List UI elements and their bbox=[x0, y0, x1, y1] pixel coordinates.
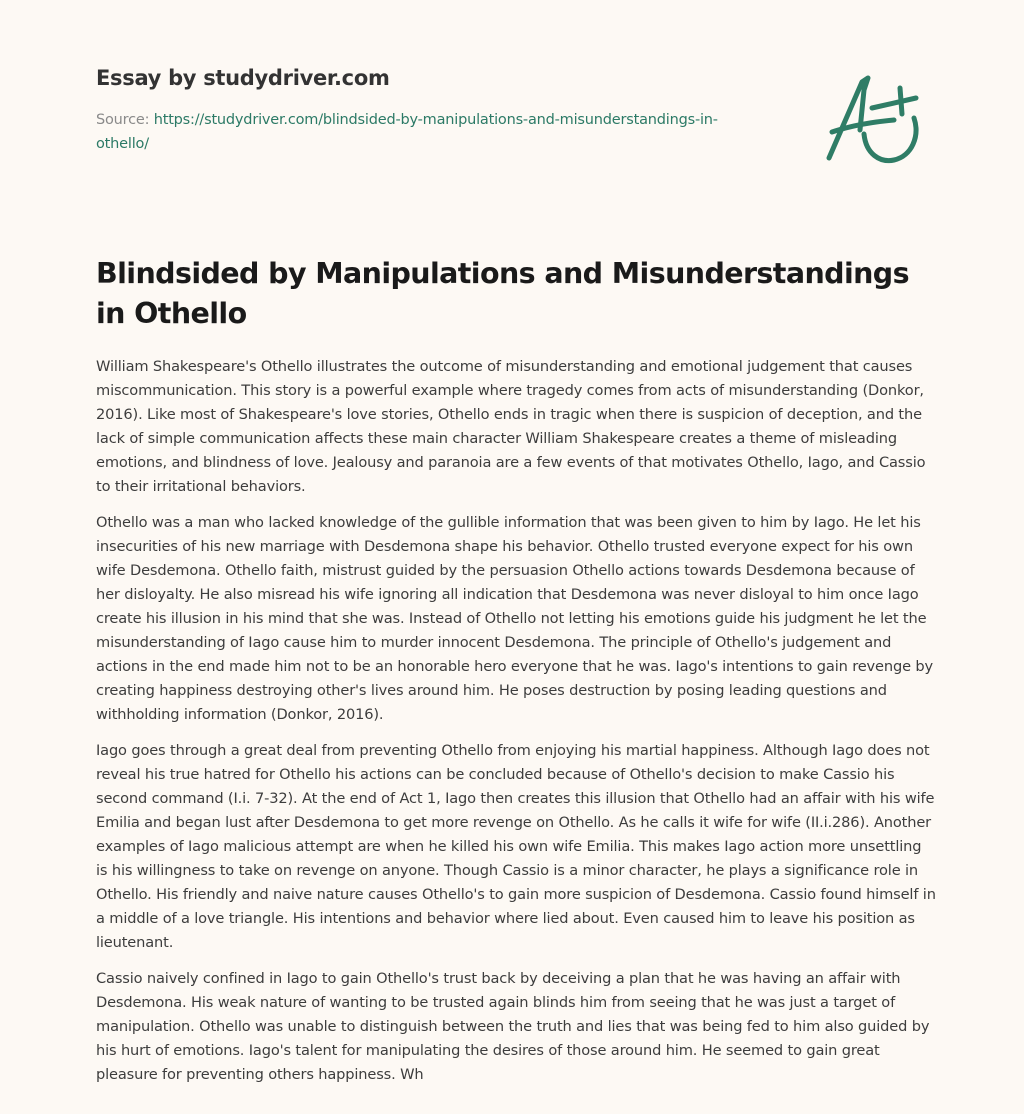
source-url-line1: https://studydriver.com/blindsided-by-manipulations-and-misunderstandings-in- bbox=[153, 112, 718, 128]
paragraph-2: Othello was a man who lacked knowledge of the gullible information that was been given to him by Iago. He let his insecurities of his new marriage with Desdemona shape his behavior. Othello trusted everyone expect for his own wife Desdemona. Othello faith, mistrust guided by the persuasion Othello actions towards Desdemona because of her disloyalty. He also misread his wife ignoring all indication that Desdemona was never disloyal to him once Iago create his illusion in his mind that she was. Instead of Othello not letting his emotions guide his judgment he let the misunderstanding of Iago cause him to murder innocent Desdemona. The principle of Othello's judgement and actions in the end made him not to be an honorable hero everyone that he was. Iago's intentions to gain revenge by creating happiness destroying other's lives around him. He poses destruction by posing leading questions and withholding information (Donkor, 2016). bbox=[96, 514, 933, 723]
site-title: Essay by studydriver.com bbox=[96, 66, 390, 90]
source-link[interactable] bbox=[96, 112, 718, 152]
source-url-line2: othello/ bbox=[96, 136, 149, 152]
a-plus-grade-icon bbox=[820, 68, 928, 164]
source-line bbox=[96, 108, 776, 156]
source-label: Source: bbox=[96, 112, 150, 128]
paragraph-3: Iago goes through a great deal from preventing Othello from enjoying his martial happiness. Although Iago does not reveal his true hatred for Othello his actions can be concluded because of Othello's decision to make Cassio his second command (I.i. 7-32). At the end of Act 1, Iago then creates this illusion that Othello had an affair with his wife Emilia and began lust after Desdemona to get more revenge on Othello. As he calls it wife for wife (II.i.286). Another examples of Iago malicious attempt are when he killed his own wife Emilia. This makes Iago action more unsettling is his willingness to take on revenge on anyone. Though Cassio is a minor character, he plays a significance role in Othello. His friendly and naive nature causes Othello's to gain more suspicion of Desdemona. Cassio found himself in a middle of a love triangle. His intentions and behavior where lied about. Even caused him to leave his position as lieutenant. bbox=[96, 742, 936, 951]
paragraph-4: Cassio naively confined in Iago to gain Othello's trust back by deceiving a plan that he was having an affair with Desdemona. His weak nature of wanting to be trusted again blinds him from seeing that he was just a target of manipulation. Othello was unable to distinguish between the truth and lies that was being fed to him also guided by his hurt of emotions. Iago's talent for manipulating the desires of those around him. He seemed to gain great pleasure for preventing others happiness. Wh bbox=[96, 970, 930, 1083]
paragraph-1: William Shakespeare's Othello illustrates the outcome of misunderstanding and emotional judgement that causes miscommunication. This story is a powerful example where tragedy comes from acts of misunderstanding (Donkor, 2016). Like most of Shakespeare's love stories, Othello ends in tragic when there is suspicion of deception, and the lack of simple communication affects these main character William Shakespeare creates a theme of misleading emotions, and blindness of love. Jealousy and paranoia are a few events of that motivates Othello, Iago, and Cassio to their irritational behaviors. bbox=[96, 358, 926, 495]
page-header bbox=[96, 62, 776, 156]
essay-body bbox=[96, 355, 936, 1099]
essay-title: Blindsided by Manipulations and Misunderstandings in Othello bbox=[96, 257, 909, 330]
